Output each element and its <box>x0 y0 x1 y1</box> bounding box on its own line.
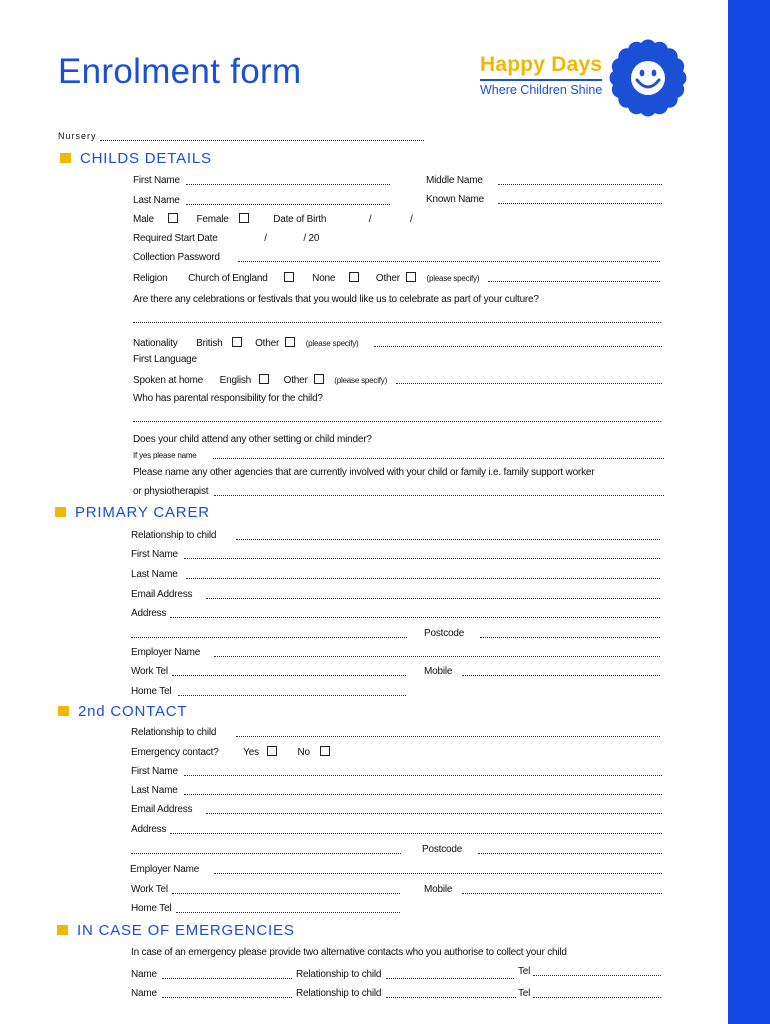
pc-email-label: Email Address <box>131 589 193 600</box>
celebrations-field[interactable] <box>133 322 661 323</box>
pc-relationship-label: Relationship to child <box>131 530 217 541</box>
sc-mobile-label: Mobile <box>424 884 453 895</box>
other-setting-field[interactable] <box>213 458 664 459</box>
sc-home-tel-label: Home Tel <box>131 903 172 914</box>
last-name-field[interactable] <box>186 204 390 205</box>
language-row: Spoken at home English Other (please specify) <box>133 375 388 386</box>
sc-relationship-field[interactable] <box>236 736 660 737</box>
first-name-field[interactable] <box>186 184 390 185</box>
nursery-field[interactable] <box>100 140 424 141</box>
emergency-1-name-label: Name <box>131 969 157 980</box>
known-name-label: Known Name <box>426 194 485 205</box>
language-other-field[interactable] <box>396 383 662 384</box>
sc-work-tel-label: Work Tel <box>131 884 168 895</box>
pc-first-name-field[interactable] <box>184 558 660 559</box>
first-language-label: First Language <box>133 354 197 365</box>
pc-employer-label: Employer Name <box>131 647 201 658</box>
sc-address-field-2[interactable] <box>131 853 401 854</box>
pc-mobile-label: Mobile <box>424 666 453 677</box>
pc-postcode-field[interactable] <box>480 637 660 638</box>
sc-employer-label: Employer Name <box>130 864 200 875</box>
religion-row: Religion Church of England None Other (please specify) <box>133 273 480 284</box>
pc-email-field[interactable] <box>206 598 660 599</box>
section-primary-carer: PRIMARY CARER <box>55 504 210 521</box>
square-bullet-icon <box>57 925 68 935</box>
page-title: Enrolment form <box>58 52 302 91</box>
square-bullet-icon <box>55 507 66 517</box>
password-label: Collection Password <box>133 252 220 263</box>
sc-address-label: Address <box>131 824 167 835</box>
religion-other-field[interactable] <box>488 281 660 282</box>
sc-work-tel-field[interactable] <box>172 893 400 894</box>
logo-tagline: Where Children Shine <box>480 83 603 97</box>
first-name-label: First Name <box>133 175 180 186</box>
pc-work-tel-field[interactable] <box>172 675 406 676</box>
pc-address-field-2[interactable] <box>131 637 407 638</box>
section-emergencies: IN CASE OF EMERGENCIES <box>57 922 295 939</box>
square-bullet-icon <box>58 706 69 716</box>
sun-ray <box>667 58 684 75</box>
nationality-other-checkbox[interactable] <box>285 337 295 347</box>
square-bullet-icon <box>60 153 71 163</box>
last-name-label: Last Name <box>133 195 180 206</box>
agencies-text: Please name any other agencies that are currently involved with your child or family i.e. family support worker <box>133 467 595 478</box>
agencies-field[interactable] <box>214 495 664 496</box>
emergency-1-relationship-label: Relationship to child <box>296 969 382 980</box>
pc-address-field[interactable] <box>170 617 660 618</box>
section-2nd-contact: 2nd CONTACT <box>58 703 187 720</box>
sc-emergency-row: Emergency contact? Yes No <box>131 746 330 758</box>
if-yes-label: If yes please name <box>133 451 197 460</box>
celebrations-question: Are there any celebrations or festivals that you would like us to celebrate as part of your culture? <box>133 294 539 305</box>
sc-home-tel-field[interactable] <box>176 912 400 913</box>
pc-first-name-label: First Name <box>131 549 178 560</box>
start-date-row[interactable]: Required Start Date / / 20 <box>133 233 320 244</box>
british-checkbox[interactable] <box>232 337 242 347</box>
emergency-2-tel-label: Tel <box>518 988 531 999</box>
religion-none-checkbox[interactable] <box>349 272 359 282</box>
pc-relationship-field[interactable] <box>236 539 660 540</box>
english-checkbox[interactable] <box>259 374 269 384</box>
sc-email-label: Email Address <box>131 804 193 815</box>
pc-work-tel-label: Work Tel <box>131 666 168 677</box>
pc-employer-field[interactable] <box>214 656 660 657</box>
middle-name-label: Middle Name <box>426 175 483 186</box>
middle-name-field[interactable] <box>498 184 662 185</box>
emergency-2-tel-field[interactable] <box>533 997 661 998</box>
parental-question: Who has parental responsibility for the child? <box>133 393 323 404</box>
logo-name: Happy Days <box>480 53 603 76</box>
known-name-field[interactable] <box>498 203 662 204</box>
pc-mobile-field[interactable] <box>462 675 660 676</box>
sc-first-name-field[interactable] <box>184 775 662 776</box>
section-childs-details: CHILDS DETAILS <box>60 150 212 167</box>
emergency-2-relationship-label: Relationship to child <box>296 988 382 999</box>
nursery-label: Nursery <box>58 131 97 141</box>
parental-field[interactable] <box>133 421 661 422</box>
emergency-1-tel-label: Tel <box>518 966 531 977</box>
emergencies-intro: In case of an emergency please provide two alternative contacts who you authorise to collect your child <box>131 947 567 958</box>
sc-first-name-label: First Name <box>131 766 178 777</box>
sc-mobile-field[interactable] <box>462 893 662 894</box>
logo <box>478 38 693 118</box>
male-checkbox[interactable] <box>168 213 178 223</box>
language-other-checkbox[interactable] <box>314 374 324 384</box>
religion-coe-checkbox[interactable] <box>284 272 294 282</box>
emergency-yes-checkbox[interactable] <box>267 746 277 756</box>
sc-last-name-label: Last Name <box>131 785 178 796</box>
pc-last-name-label: Last Name <box>131 569 178 580</box>
emergency-no-checkbox[interactable] <box>320 746 330 756</box>
emergency-1-tel-field[interactable] <box>533 975 661 976</box>
password-field[interactable] <box>238 261 660 262</box>
emergency-2-name-field[interactable] <box>162 997 292 998</box>
emergency-1-relationship-field[interactable] <box>386 978 514 979</box>
sc-postcode-label: Postcode <box>422 844 463 855</box>
pc-home-tel-label: Home Tel <box>131 686 172 697</box>
nationality-other-field[interactable] <box>374 346 662 347</box>
side-accent-bar <box>728 0 770 1024</box>
sc-address-field[interactable] <box>170 833 662 834</box>
religion-other-checkbox[interactable] <box>406 272 416 282</box>
pc-postcode-label: Postcode <box>424 628 465 639</box>
sc-employer-field[interactable] <box>214 873 662 874</box>
emergency-1-name-field[interactable] <box>162 978 292 979</box>
gender-row: Male Female Date of Birth / / <box>133 214 413 225</box>
sc-relationship-label: Relationship to child <box>131 727 217 738</box>
pc-home-tel-field[interactable] <box>178 695 406 696</box>
pc-address-label: Address <box>131 608 167 619</box>
sc-last-name-field[interactable] <box>184 794 662 795</box>
pc-last-name-field[interactable] <box>186 578 660 579</box>
other-setting-question: Does your child attend any other setting or child minder? <box>133 434 372 445</box>
sc-email-field[interactable] <box>206 813 662 814</box>
emergency-2-relationship-field[interactable] <box>386 997 516 998</box>
emergency-2-name-label: Name <box>131 988 157 999</box>
sun-face-icon <box>606 38 690 118</box>
logo-divider <box>480 79 602 81</box>
sc-postcode-field[interactable] <box>478 853 662 854</box>
nationality-row: Nationality British Other (please specify) <box>133 338 359 349</box>
female-checkbox[interactable] <box>239 213 249 223</box>
physio-label: or physiotherapist <box>133 486 209 497</box>
